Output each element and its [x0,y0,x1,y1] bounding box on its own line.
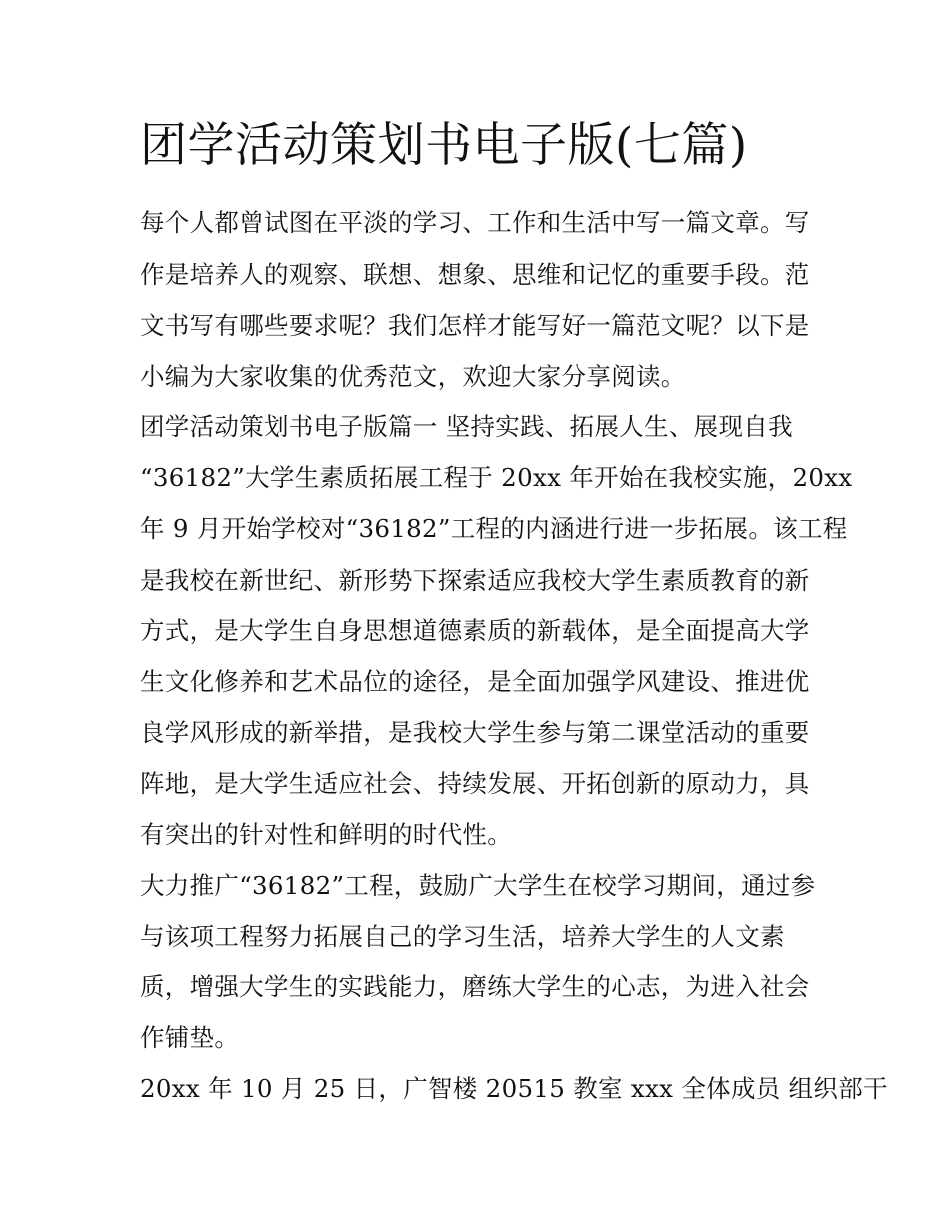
section-heading-line: 团学活动策划书电子版篇一 坚持实践、拓展人生、展现自我 [140,412,793,441]
body-line: “36182”大学生素质拓展工程于 20xx 年开始在我校实施，20xx [140,463,853,492]
body-line: 小编为大家收集的优秀范文，欢迎大家分享阅读。 [140,362,686,391]
body-line: 大力推广“36182”工程，鼓励广大学生在校学习期间，通过参 [140,871,816,900]
body-line: 质，增强大学生的实践能力，磨练大学生的心志，为进入社会 [140,972,810,1001]
body-line: 良学风形成的新举措，是我校大学生参与第二课堂活动的重要 [140,718,810,747]
body-line: 每个人都曾试图在平淡的学习、工作和生活中写一篇文章。写 [140,208,810,237]
body-line: 作是培养人的观察、联想、想象、思维和记忆的重要手段。范 [140,260,810,289]
body-line: 生文化修养和艺术品位的途径，是全面加强学风建设、推进优 [140,667,810,696]
body-line: 方式，是大学生自身思想道德素质的新载体，是全面提高大学 [140,616,810,645]
body-line: 阵地，是大学生适应社会、持续发展、开拓创新的原动力，具 [140,769,810,798]
body-line: 文书写有哪些要求呢？我们怎样才能写好一篇范文呢？以下是 [140,311,810,340]
body-line: 有突出的针对性和鲜明的时代性。 [140,820,512,849]
document-title: 团学活动策划书电子版(七篇) [140,118,748,173]
body-line: 作铺垫。 [140,1023,240,1052]
body-line: 年 9 月开始学校对“36182”工程的内涵进行进一步拓展。该工程 [140,514,848,543]
body-line: 20xx 年 10 月 25 日，广智楼 20515 教室 xxx 全体成员 组织部干 [140,1074,888,1103]
body-line: 与该项工程努力拓展自己的学习生活，培养大学生的人文素 [140,922,785,951]
body-line: 是我校在新世纪、新形势下探索适应我校大学生素质教育的新 [140,566,810,595]
